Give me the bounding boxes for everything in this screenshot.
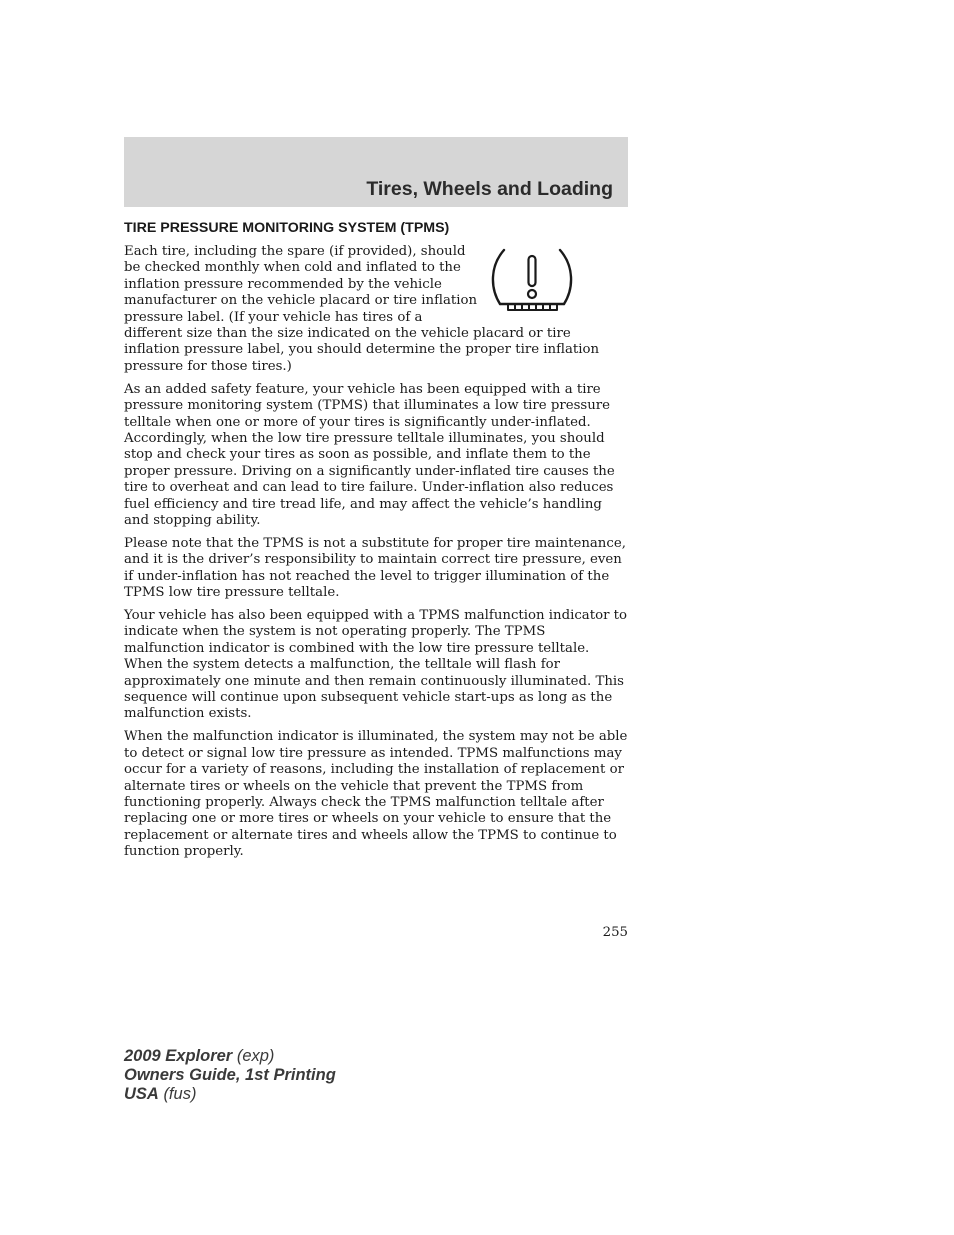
- tire-pressure-warning-icon: [486, 244, 578, 320]
- footer-line-2: Owners Guide, 1st Printing: [124, 1066, 336, 1084]
- paragraph-5: When the malfunction indicator is illuminated, the system may not be able to detect or signal low tire pressure as intended. TPMS malfunctions may occur for a variety of reasons, including the installation of replacement or alternate tires or wheels on the vehicle that prevent the TPMS from functioning properly. Always check the TPMS malfunction telltale after replacing one or more tires or wheels on your vehicle to ensure that the replacement or alternate tires and wheels allow the TPMS to continue to function properly.: [124, 729, 628, 860]
- section-heading: TIRE PRESSURE MONITORING SYSTEM (TPMS): [124, 220, 450, 236]
- page-number: 255: [602, 925, 628, 940]
- footer-market: USA: [124, 1085, 159, 1103]
- paragraph-2: As an added safety feature, your vehicle has been equipped with a tire pressure monitoring system (TPMS) that illuminates a low tire pressure telltale when one or more of your tires is significantly under-inflated. Accordingly, when the low tire pressure telltale illuminates, you should stop and check your tires as soon as possible, and inflate them to the proper pressure. Driving on a significantly under-inflated tire causes the tire to overheat and can lead to tire failure. Under-inflation also reduces fuel efficiency and tire tread life, and may affect the vehicle’s handling and stopping ability.: [124, 381, 615, 528]
- paragraph-1: Each tire, including the spare (if provided), should be checked monthly when cold and inflated to the inflation pressure recommended by the vehicle manufacturer on the vehicle placard or tire inflation pressure label. (If your vehicle has tires of a different size than the size indicated on the vehicle placard or tire inflation pressure label, you should determine the proper tire inflation pressure for those tires.): [124, 244, 600, 374]
- paragraph-4: Your vehicle has also been equipped with a TPMS malfunction indicator to indicate when the system is not operating properly. The TPMS malfunction indicator is combined with the low tire pressure telltale. When the system detects a malfunction, the telltale will flash for approximately one minute and then remain continuously illuminated. This sequence will continue upon subsequent vehicle start-ups as long as the malfunction exists.: [124, 608, 628, 722]
- paragraph-3: Please note that the TPMS is not a substitute for proper tire maintenance, and it is the driver’s responsibility to maintain correct tire pressure, even if under-inflation has not reached the level to trigger illumination of the TPMS low tire pressure telltale.: [124, 535, 626, 601]
- document-footer: [124, 1047, 336, 1104]
- body-text: [124, 244, 630, 867]
- footer-model: 2009 Explorer: [124, 1047, 233, 1065]
- chapter-title: Tires, Wheels and Loading: [366, 178, 613, 200]
- footer-line-3: [124, 1085, 336, 1104]
- chapter-header-band: [124, 137, 628, 207]
- footer-market-code: (fus): [163, 1085, 197, 1103]
- footer-line-1: [124, 1047, 336, 1066]
- footer-model-code: (exp): [236, 1047, 275, 1065]
